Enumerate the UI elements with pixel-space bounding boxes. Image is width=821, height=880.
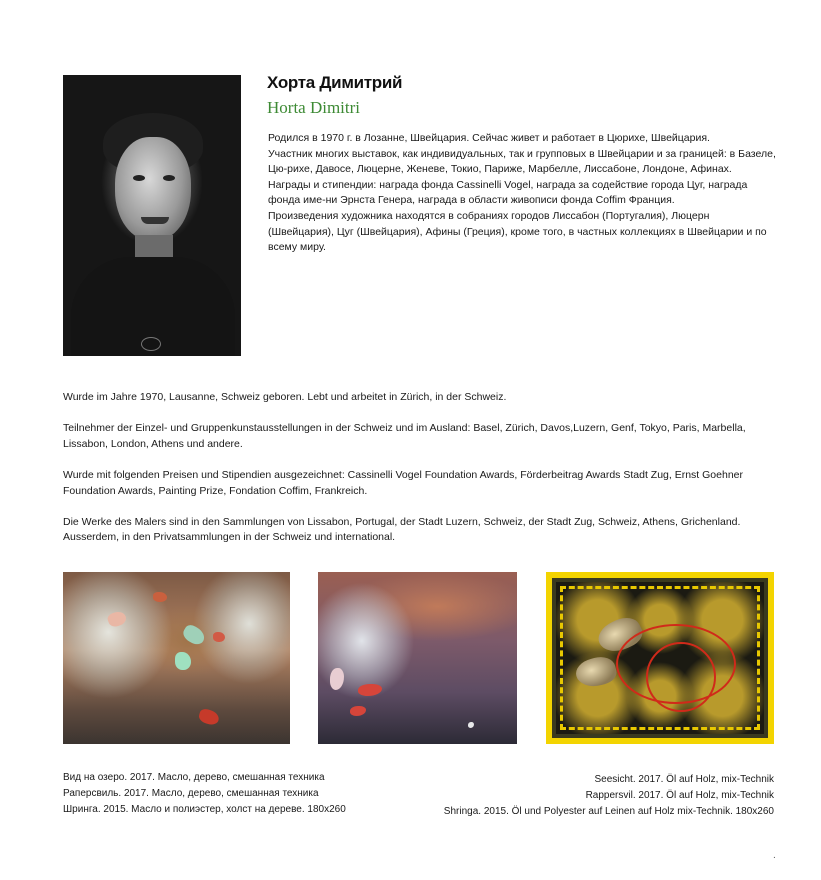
shirt-logo-icon bbox=[141, 337, 161, 351]
captions-ru bbox=[63, 770, 346, 818]
bio-ru-paragraph: Награды и стипендии: награда фонда Cassinelli Vogel, награда за содействие города Цуг, награда фонда име-ни Эрнста Генера, награда в области живописи фонда Coffim Франция. bbox=[268, 178, 748, 207]
biography-de bbox=[63, 390, 781, 562]
artist-portrait bbox=[63, 75, 241, 356]
caption-de: Seesicht. 2017. Öl auf Holz, mix-Technik bbox=[594, 774, 774, 785]
bio-ru-paragraph: Родился в 1970 г. в Лозанне, Швейцария. Сейчас живет и работает в Цюрихе, Швейцария. bbox=[268, 132, 710, 144]
bio-de-paragraph: Wurde im Jahre 1970, Lausanne, Schweiz geboren. Lebt und arbeitet in Zürich, in der Schweiz. bbox=[63, 391, 507, 403]
biography-ru bbox=[268, 131, 778, 256]
caption-ru: Шринга. 2015. Масло и полиэстер, холст на дереве. 180x260 bbox=[63, 804, 346, 815]
bio-de-paragraph: Teilnehmer der Einzel- und Gruppenkunstausstellungen in der Schweiz und im Ausland: Basel, Zürich, Davos,Luzern, Genf, Tokyo, Paris, Marbella, Lissabon, London, Athens und andere. bbox=[63, 422, 746, 450]
caption-ru: Вид на озеро. 2017. Масло, дерево, смешанная техника bbox=[63, 772, 325, 783]
portrait-mouth bbox=[141, 217, 169, 224]
artist-name-ru: Хорта Димитрий bbox=[267, 73, 403, 92]
bio-ru-paragraph: Участник многих выставок, как индивидуальных, так и групповых в Швейцарии и за границей: в Базеле, Цю-рихе, Давосе, Люцерне, Женеве, Токио, Париже, Марбелле, Лиссабоне, Лондоне, Афинах. bbox=[268, 147, 776, 176]
captions-de bbox=[444, 772, 774, 820]
artwork-lake-view bbox=[63, 572, 290, 744]
portrait-eye-right bbox=[163, 175, 175, 181]
bio-de-paragraph: Die Werke des Malers sind in den Sammlungen von Lissabon, Portugal, der Stadt Luzern, Schweiz, der Stadt Zug, Schweiz, Athens, Grichenland. Ausserdem, in den Privatsammlungen in der Schweiz und international. bbox=[63, 515, 741, 544]
caption-de: Rappersvil. 2017. Öl auf Holz, mix-Technik bbox=[585, 790, 774, 801]
footer-mark: . bbox=[773, 850, 776, 861]
artist-name-en: Horta Dimitri bbox=[267, 98, 361, 117]
artwork-rappersvil bbox=[318, 572, 517, 744]
artwork-shringa bbox=[546, 572, 774, 744]
caption-de: Shringa. 2015. Öl und Polyester auf Leinen auf Holz mix-Technik. 180x260 bbox=[443, 806, 774, 817]
portrait-eye-left bbox=[133, 175, 145, 181]
bio-ru-paragraph: Произведения художника находятся в собраниях городов Лиссабон (Португалия), Люцерн (Швейцария), Цуг (Швейцария), Афины (Греция), кроме того, в частных коллекциях в Швейцарии и по всему миру. bbox=[268, 209, 767, 254]
portrait-face bbox=[115, 137, 191, 241]
caption-ru: Раперсвиль. 2017. Масло, дерево, смешанная техника bbox=[63, 788, 319, 799]
bio-de-paragraph: Wurde mit folgenden Preisen und Stipendien ausgezeichnet: Cassinelli Vogel Foundation Awards, Förderbeitrag Awards Stadt Zug, Ernst Goehner Foundation Awards, Painting Prize, Fondation Coffim, Frankreich. bbox=[63, 468, 743, 497]
